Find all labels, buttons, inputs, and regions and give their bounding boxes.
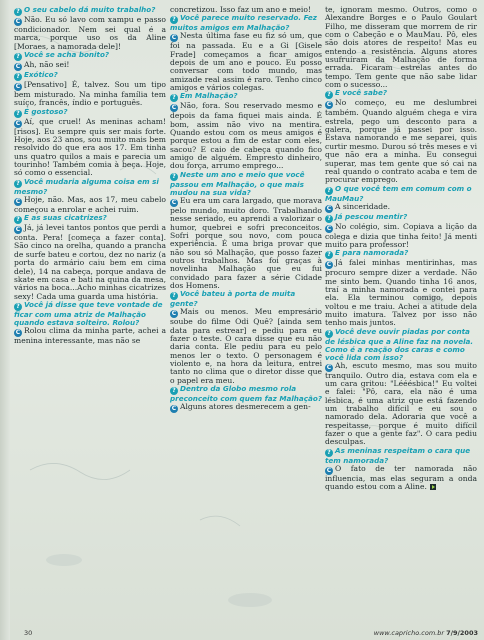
text-column-2 [170, 6, 322, 413]
interview-answer [14, 327, 166, 345]
question-text: O seu cabelo dá muito trabalho? [24, 5, 156, 14]
answer-text: Hoje, não. Mas, aos 17, meu cabelo começou a enrolar e achei ruim. [14, 194, 166, 214]
question-badge-icon: ? [14, 53, 22, 61]
interview-answer [170, 403, 322, 413]
question-badge-icon: ? [170, 173, 178, 181]
question-badge-icon: ? [14, 110, 22, 118]
question-text: Neste um ano e meio que você passou em Malhação, o que mais mudou na sua vida? [170, 169, 305, 197]
interview-question [14, 301, 166, 327]
answer-text: No colégio, sim. Copiava a lição da colega e dizia que tinha feito! Já menti muito para professor! [325, 221, 477, 249]
answer-text: Não. Eu só lavo com xampu e passo condicionador. Nem sei qual é a marca, porque uso os da Aline [Moraes, a namorada dele]! [14, 15, 166, 51]
question-text: Já pescou mentir? [335, 211, 408, 221]
interview-answer [14, 81, 166, 108]
answer-text: Já, já levei tantos pontos que perdi a conta. Pera! [começa a fazer conta]. São cinco na orelha, quando a prancha de surfe bateu e cortou, dez no nariz (a porta do armário caiu bem em cima dele), 14 na cabeça, porque andava de skate em casa e bati na quina da mesa, vários na boca...Acho minhas cicatrizes sexy! Cada uma guarda uma história. [14, 223, 166, 301]
answer-badge-icon: C [15, 328, 21, 336]
question-badge-icon: ? [325, 215, 333, 223]
interview-answer [325, 223, 477, 250]
interview-question [325, 185, 477, 203]
answer-text: Eu era um cara largado, que morava pelo mundo, muito doro. Trabalhando nesse seriado, eu aprendi a valorizar o humor, quebrei e sofri preconceitos. Sofri porque sou novo, com pouca experiência. É uma briga provar que não sou só Malhação, que posso fazer outros trabalhos. Mas foi graças à novelinha Malhação que eu fui convidado para fazer a série Cidade dos Homens. [170, 195, 322, 290]
answer-text: Ah, escuto mesmo, mas sou muito tranquilo. Outro dia, estava com ela e um cara gritou: "Lééésbica!" Eu voltei e falei: "Pô, cara, ela não é uma lésbica, é uma atriz que está fazendo um trabalho difícil e eu sou o namorado dela. Adoraria que você a respeitasse, porque é muito difícil fazer o que a gente faz". O cara pediu desculpas. [325, 360, 477, 447]
answer-badge-icon: C [15, 18, 21, 25]
answer-text: No começo, eu me deslumbrei também. Quando alguém chega e vira estrela, pego um desconto para a galera, porque já passei por isso. Estava namorando e me separei, quis curtir mesmo. Durou só três meses e vi que não era a minha. Eu consegui superar, mas tem gente que só cai na real quando o contrato acaba e tem de procurar emprego. [325, 98, 477, 185]
interview-answer [325, 465, 477, 492]
question-text: O que você tem em comum com o MauMau? [325, 183, 472, 203]
answer-badge-icon: C [326, 224, 332, 232]
question-text: E as suas cicatrizes? [24, 213, 107, 223]
interview-answer [170, 308, 322, 385]
answer-text: [Pensativo] É, talvez. Sou um tipo bem misturado. Na minha família tem suíço, francês, índio e português. [14, 80, 166, 108]
question-badge-icon: ? [325, 251, 333, 259]
page-footer [374, 629, 478, 637]
answer-text: te, ignoram mesmo. Outros, como o Alexandre Borges e o Paulo Goulart Filho, me disseram que morrem de rir com o Cabeção e o MauMau. Pô, eles são dois atores de respeito! Mas eu entendo a resistência. Alguns atores usufruíram da Malhação de forma errada. Ficaram estrelas antes do tempo. Tem gente que não sabe lidar com o sucesso... [325, 5, 477, 90]
end-of-article-icon [430, 484, 436, 490]
interview-answer [325, 99, 477, 184]
interview-answer [14, 224, 166, 301]
question-badge-icon: ? [170, 94, 178, 102]
answer-badge-icon: C [171, 34, 177, 42]
footer-date: 7/9/2003 [446, 629, 478, 637]
question-badge-icon: ? [14, 8, 22, 16]
question-text: Você já disse que teve vontade de ficar com uma atriz de Malhação quando estava solteiro. Rolou? [14, 299, 163, 327]
question-badge-icon: ? [170, 387, 178, 395]
question-text: E para namorada? [335, 248, 409, 258]
question-text: Você se acha bonito? [24, 50, 110, 60]
answer-text: Mais ou menos. Meu empresário soube do filme Odi Quê? [ainda sem data para estrear] e pediu para eu fazer o teste. O cara disse que eu não daria conta. Ele pediu para eu pelo menos ler o texto. O personagem é violento e, na hora da leitura, entrei tanto no clima que o diretor disse que o papel era meu. [170, 307, 322, 385]
answer-text: Ah, não sei! [24, 60, 70, 70]
interview-answer [170, 197, 322, 290]
answer-badge-icon: C [15, 197, 21, 205]
answer-badge-icon: C [171, 310, 177, 318]
interview-question [170, 171, 322, 197]
text-column-3 [325, 6, 477, 491]
answer-text: Já falei minhas mentirinhas, mas procuro sempre dizer a verdade. Não me sinto bem. Quando tinha 16 anos, traí a minha namorada e contei para ela. Ela terminou comigo, depois voltou e me traiu. Achei a atitude dela muito imatura. Talvez por isso não tenho mais juntos. [325, 258, 477, 328]
interview-question [170, 385, 322, 403]
answer-badge-icon: C [171, 405, 177, 412]
question-text: Exótico? [24, 70, 58, 80]
answer-badge-icon: C [326, 204, 332, 212]
question-text: Você parece muito reservado. Fez muitos amigos em Malhação? [170, 13, 317, 33]
footer-url: www.capricho.com.br [373, 629, 445, 637]
question-badge-icon: ? [170, 292, 178, 300]
answer-text: Alguns atores desmerecem a gen- [180, 402, 311, 411]
answer-text: Não, fora. Sou reservado mesmo e depois da fama fiquei mais ainda. É bom, assim não vivo na mentira. Quando estou com os meus amigos é porque estou a fim de estar com eles, sacou? E caio de cabeça quando fico amigo de alguém. Empresto dinheiro, dou força, arrumo emprego... [170, 101, 322, 171]
answer-text: Aí, que cruel! As meninas acham! [risos]. Eu sempre quis ser mais forte. Hoje, aos 23 anos, sou muito mais bem resolvido do que era aos 17. Em tinha uns quatro quilos a mais e parecia um tourinho! Também comia à beça. Hoje, só como o essencial. [14, 116, 166, 178]
question-badge-icon: ? [170, 16, 178, 24]
answer-badge-icon: C [326, 363, 332, 371]
interview-answer [170, 102, 322, 170]
question-badge-icon: ? [14, 180, 22, 188]
answer-badge-icon: C [171, 198, 177, 206]
question-text: Você mudaria alguma coisa em si mesmo? [14, 176, 159, 196]
interview-question [325, 328, 477, 362]
answer-badge-icon: C [15, 119, 21, 127]
question-text: Dentro da Globo mesmo rola preconceito com quem faz Malhação? [170, 384, 322, 403]
answer-badge-icon: C [326, 466, 332, 474]
interview-answer [14, 118, 166, 178]
answer-text: A sinceridade. [335, 201, 391, 211]
interview-question [170, 14, 322, 32]
interview-answer [325, 259, 477, 327]
interview-question [325, 447, 477, 465]
question-badge-icon: ? [325, 449, 333, 457]
answer-badge-icon: C [15, 226, 21, 234]
answer-text: O fato de ter namorada não influencia, mas elas seguram a onda quando estou com a Aline. [325, 463, 477, 492]
question-badge-icon: ? [14, 73, 22, 81]
question-text: As meninas respeitam o cara que tem namorada? [325, 445, 471, 465]
answer-text: concretizou. Isso faz um ano e meio! [170, 5, 311, 14]
answer-badge-icon: C [15, 63, 21, 71]
answer-badge-icon: C [326, 101, 332, 109]
question-badge-icon: ? [14, 216, 22, 224]
page-number: 30 [24, 629, 33, 637]
answer-text: Rolou clima da minha parte, achei a menina interessante, mas não se [14, 325, 166, 345]
question-badge-icon: ? [325, 91, 333, 99]
answer-text: Nesta última fase eu fiz só um, que foi na passada. Eu e a Gi [Gisele Frade] começamos a ficar amigos depois de um ano e pouco. Eu posso conversar com todo mundo, mas amizade real assim é raro. Tenho cinco amigos e vários colegas. [170, 31, 322, 93]
interview-answer [14, 16, 166, 51]
question-badge-icon: ? [14, 303, 22, 311]
question-text: E você sabe? [335, 88, 387, 98]
question-text: Em Malhação? [180, 91, 238, 101]
page-binding-edge [0, 0, 10, 640]
question-badge-icon: ? [325, 187, 333, 195]
answer-badge-icon: C [171, 104, 177, 112]
interview-answer [325, 362, 477, 447]
interview-answer [170, 32, 322, 92]
answer-badge-icon: C [326, 261, 332, 269]
question-badge-icon: ? [325, 330, 333, 338]
answer-continuation [325, 6, 477, 89]
question-text: Você bateu à porta de muita gente? [170, 289, 296, 309]
answer-badge-icon: C [15, 83, 21, 91]
interview-answer [14, 196, 166, 214]
question-text: Você deve ouvir piadas por conta de lésbica que a Aline faz na novela. Como é a reação dos caras e como você lida com isso? [325, 326, 474, 362]
text-column-1 [14, 6, 166, 345]
interview-question [14, 178, 166, 196]
question-text: É gostoso? [24, 106, 68, 116]
interview-question [170, 290, 322, 308]
